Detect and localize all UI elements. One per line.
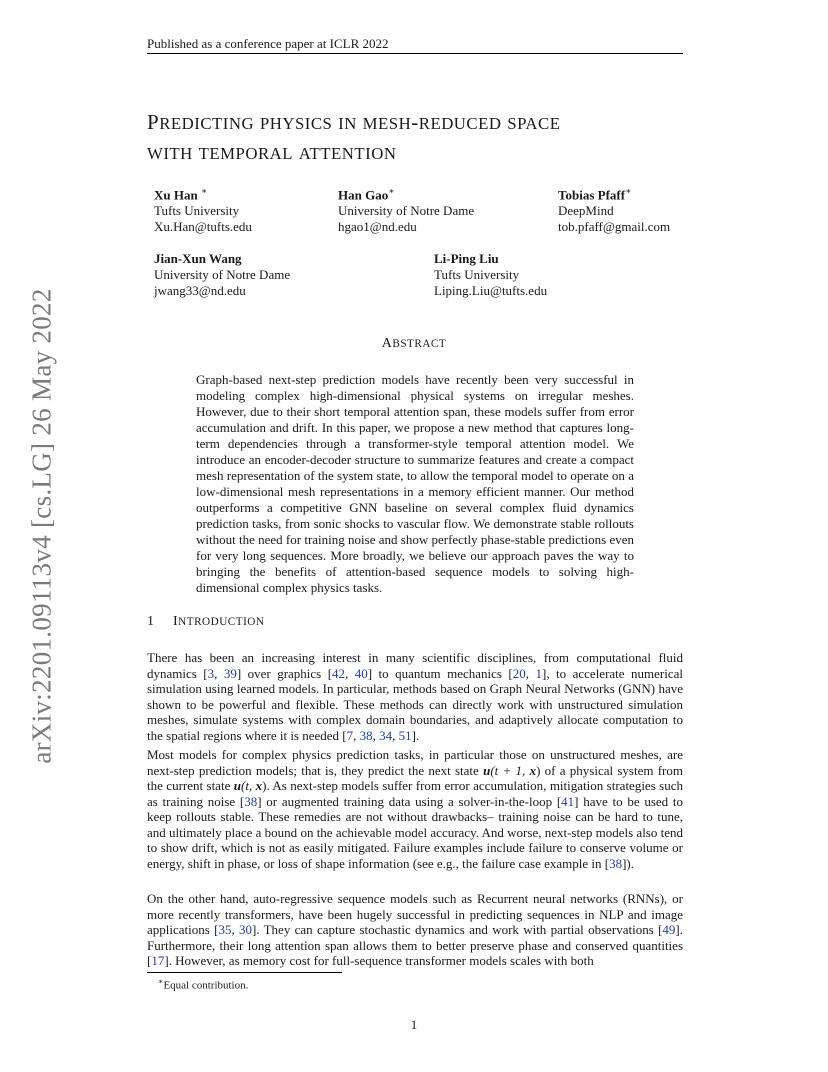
text-run: Most models for complex physics prediction tasks, in particular those on unstructured meshes, are next-step prediction models; that is, they predict the next state <box>147 747 683 778</box>
text-run: , <box>392 727 399 743</box>
math-symbol: u <box>233 778 241 793</box>
section-number: 1 <box>147 614 155 629</box>
author-affiliation: Tufts University <box>154 203 240 219</box>
author-name: Tobias Pfaff <box>558 187 626 203</box>
math-symbol: x <box>255 778 263 793</box>
text-run: ]. <box>411 727 420 743</box>
citation-link[interactable]: 51 <box>398 727 412 743</box>
citation-link[interactable]: 49 <box>662 922 676 937</box>
author-affiliation: University of Notre Dame <box>338 203 475 219</box>
citation-link[interactable]: 20 <box>512 665 526 681</box>
equal-contribution-mark: ∗ <box>388 186 395 196</box>
arxiv-stamp: arXiv:2201.09113v4 [cs.LG] 26 May 2022 <box>26 288 57 764</box>
citation-link[interactable]: 35 <box>218 922 232 937</box>
author-name: Jian-Xun Wang <box>154 251 242 266</box>
math-symbol: x <box>529 762 537 778</box>
citation-link[interactable]: 38 <box>359 727 373 743</box>
citation-link[interactable]: 41 <box>561 793 575 809</box>
citation-link[interactable]: 17 <box>151 953 165 968</box>
footnote-text: Equal contribution. <box>163 979 249 992</box>
intro-paragraph-2 <box>147 747 683 871</box>
equal-contribution-mark: ∗ <box>625 186 632 196</box>
citation-link[interactable]: 38 <box>609 855 623 871</box>
text-run: ]. Furthermore, their long attention span allows them to better preserve phase and conserved quantities [ <box>147 922 684 968</box>
footnote <box>158 977 248 992</box>
author-block <box>434 251 547 299</box>
title-line-1: PREDICTING PHYSICS IN MESH-REDUCED SPACE <box>147 110 561 134</box>
text-run: , <box>525 665 536 681</box>
math-symbol: ) <box>536 762 541 778</box>
author-email[interactable]: hgao1@nd.edu <box>338 219 417 235</box>
running-head: Published as a conference paper at ICLR 2022 <box>147 36 389 51</box>
section-heading <box>147 614 264 630</box>
citation-link[interactable]: 7 <box>346 727 354 743</box>
author-affiliation: University of Notre Dame <box>154 267 291 282</box>
footnote-mark: ∗ <box>158 977 164 986</box>
citation-link[interactable]: 34 <box>379 727 393 743</box>
text-run: There has been an increasing interest in many scientific disciplines, from computational fluid dynamics [ <box>147 650 683 681</box>
author-email[interactable]: jwang33@nd.edu <box>154 283 246 298</box>
text-run: ] or augmented training data using a solver-in-the-loop [ <box>257 793 562 809</box>
equal-contribution-mark: ∗ <box>200 186 208 196</box>
author-name: Xu Han <box>154 187 198 203</box>
text-run: ] have to be used to keep rollouts stable. These remedies are not without drawbacks– training noise can be hard to tune, and ultimately place a bound on the achievable model accuracy. And worse, next-step models also tend to show drift, which is not as easily mitigated. Failure examples include failure to conserve volume or energy, shift in phase, or loss of shape information (see e.g., the failure case example in [ <box>147 793 683 871</box>
text-run: ]. However, as memory cost for full-sequence transformer models scales with both <box>164 953 594 968</box>
author-block <box>154 251 290 299</box>
abstract-heading: ABSTRACT <box>381 336 447 351</box>
author-email[interactable]: tob.pfaff@gmail.com <box>558 219 671 235</box>
citation-link[interactable]: 38 <box>244 793 258 809</box>
page-number: 1 <box>410 1017 418 1032</box>
header-rule <box>147 53 683 54</box>
intro-paragraph-1 <box>147 650 683 743</box>
intro-paragraph-3 <box>147 891 683 969</box>
author-name: Li-Ping Liu <box>434 251 499 266</box>
math-symbol: ) <box>262 778 267 793</box>
citation-link[interactable]: 40 <box>354 665 368 681</box>
title-line-2: WITH TEMPORAL ATTENTION <box>147 144 397 163</box>
math-symbol: (t, <box>241 778 256 793</box>
footnote-rule <box>147 972 342 973</box>
text-run: ] to quantum mechanics [ <box>367 665 513 681</box>
text-run: of a physical system from the current state <box>147 762 683 793</box>
text-run: ]. They can capture stochastic dynamics and work with partial observations [ <box>251 922 663 937</box>
text-run: , <box>231 922 239 937</box>
text-run: ] over graphics [ <box>236 665 333 681</box>
section-title: INTRODUCTION <box>173 614 265 629</box>
author-email[interactable]: Xu.Han@tufts.edu <box>154 219 252 235</box>
citation-link[interactable]: 1 <box>535 665 542 681</box>
citation-link[interactable]: 3 <box>207 665 215 681</box>
author-email[interactable]: Liping.Liu@tufts.edu <box>434 283 548 298</box>
text-run: ], to accelerate numerical simulation using learned models. In particular, methods based on Graph Neural Networks (GNN) have shown to be powerful and flexible. These methods can directly work with unstructured simulation meshes, simulate systems with complex domain boundaries, and adaptively allocate computation to the spatial regions where it is needed [ <box>147 665 683 743</box>
paper-title <box>147 108 707 168</box>
text-run: , <box>372 727 380 743</box>
text-run: On the other hand, auto-regressive sequence models such as Recurrent neural networks (RNNs), or more recently transformers, have been hugely successful in predicting sequences in NLP and image applications [ <box>147 891 683 937</box>
author-name: Han Gao <box>338 187 389 203</box>
author-block <box>154 183 252 235</box>
author-affiliation: DeepMind <box>558 203 614 219</box>
citation-link[interactable]: 39 <box>223 665 237 681</box>
author-block <box>558 183 670 235</box>
text-run: , <box>353 727 360 743</box>
text-run: ]). <box>622 855 634 871</box>
math-symbol: (t + 1, <box>490 762 530 778</box>
abstract-text: Graph-based next-step prediction models have recently been very successful in modeling complex high-dimensional physical systems on irregular meshes. However, due to their short temporal attention span, these models suffer from error accumulation and drift. In this paper, we propose a new method that captures long-term dependencies through a transformer-style temporal attention model. We introduce an encoder-decoder structure to summarize features and create a compact mesh representation of the system state, to allow the temporal model to operate on a low-dimensional mesh representations in a memory efficient manner. Our method outperforms a competitive GNN baseline on several complex fluid dynamics prediction tasks, from sonic shocks to vascular flow. We demonstrate stable rollouts without the need for training noise and show perfectly phase-stable predictions even for very long sequences. More broadly, we believe our approach paves the way to bringing the benefits of attention-based sequence models to solving high-dimensional complex physics tasks. <box>196 372 634 595</box>
citation-link[interactable]: 30 <box>238 922 252 937</box>
math-symbol: u <box>483 762 491 778</box>
citation-link[interactable]: 42 <box>332 665 346 681</box>
author-block <box>338 183 474 235</box>
text-run: . As next-step models suffer from error accumulation, mitigation strategies such as training noise [ <box>147 778 684 809</box>
text-run: , <box>345 665 355 681</box>
text-run: , <box>214 665 224 681</box>
author-affiliation: Tufts University <box>434 267 520 282</box>
